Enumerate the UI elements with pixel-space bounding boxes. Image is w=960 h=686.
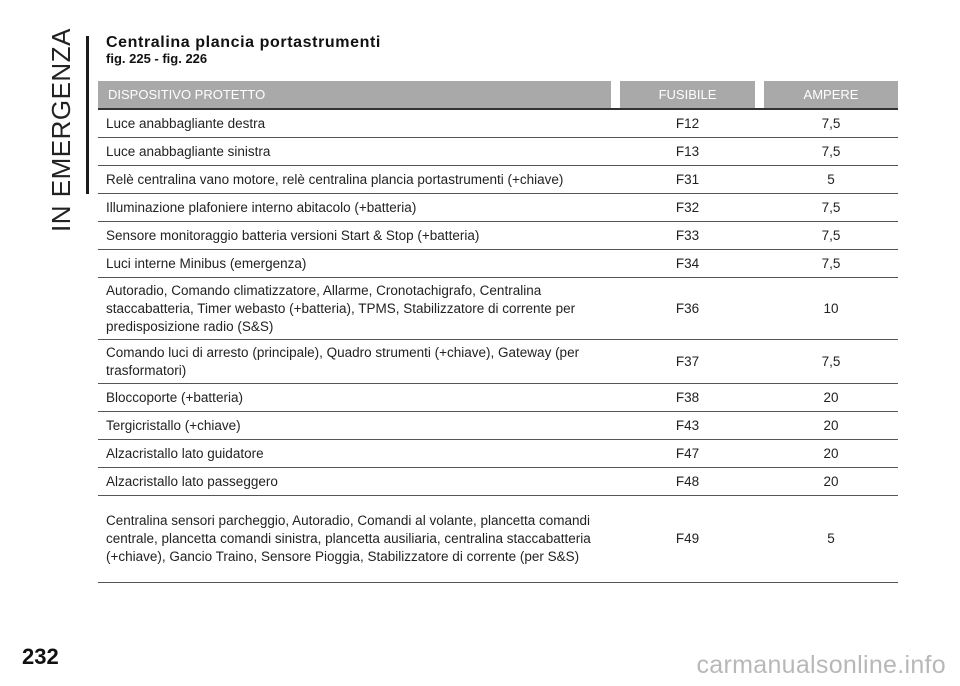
device-cell: Relè centralina vano motore, relè centralina plancia portastrumenti (+chiave) (98, 166, 611, 194)
gap-cell (755, 440, 764, 468)
amps-cell: 5 (764, 166, 898, 194)
gap-cell (611, 340, 620, 384)
amps-cell: 20 (764, 384, 898, 412)
fuse-table (98, 81, 898, 583)
fuse-cell: F34 (620, 250, 755, 278)
gap-cell (755, 166, 764, 194)
amps-cell: 7,5 (764, 109, 898, 138)
amps-cell: 20 (764, 412, 898, 440)
fuse-cell: F49 (620, 496, 755, 583)
gap-cell (755, 138, 764, 166)
device-cell: Luce anabbagliante sinistra (98, 138, 611, 166)
gap-cell (755, 194, 764, 222)
gap-cell (611, 222, 620, 250)
table-row (98, 496, 898, 583)
section-title: Centralina plancia portastrumenti (106, 34, 381, 51)
header-gap (755, 81, 764, 109)
amps-cell: 10 (764, 278, 898, 340)
amps-cell: 7,5 (764, 138, 898, 166)
device-cell: Comando luci di arresto (principale), Quadro strumenti (+chiave), Gateway (per trasformatori) (98, 340, 611, 384)
table-row (98, 166, 898, 194)
amps-cell: 20 (764, 468, 898, 496)
gap-cell (755, 278, 764, 340)
gap-cell (755, 222, 764, 250)
gap-cell (755, 468, 764, 496)
gap-cell (755, 250, 764, 278)
header-amps: AMPERE (764, 81, 898, 109)
gap-cell (611, 412, 620, 440)
gap-cell (611, 468, 620, 496)
table-header-row (98, 81, 898, 109)
table-row (98, 412, 898, 440)
table-row (98, 194, 898, 222)
amps-cell: 7,5 (764, 194, 898, 222)
gap-cell (611, 250, 620, 278)
table-row (98, 250, 898, 278)
gap-cell (755, 109, 764, 138)
section-subtitle: fig. 225 - fig. 226 (106, 51, 208, 66)
table-row (98, 468, 898, 496)
title-block (106, 34, 381, 66)
gap-cell (611, 138, 620, 166)
fuse-cell: F47 (620, 440, 755, 468)
device-cell: Illuminazione plafoniere interno abitacolo (+batteria) (98, 194, 611, 222)
fuse-cell: F43 (620, 412, 755, 440)
gap-cell (611, 440, 620, 468)
gap-cell (755, 496, 764, 583)
header-device: DISPOSITIVO PROTETTO (98, 81, 611, 109)
fuse-cell: F48 (620, 468, 755, 496)
device-cell: Alzacristallo lato guidatore (98, 440, 611, 468)
table-row (98, 138, 898, 166)
amps-cell: 20 (764, 440, 898, 468)
table-row (98, 440, 898, 468)
table-row (98, 340, 898, 384)
device-cell: Centralina sensori parcheggio, Autoradio, Comandi al volante, plancetta comandi centrale, plancetta comandi sinistra, plancetta ausiliaria, centralina staccabatteria (+chiave), Gancio Traino, Sensore Pioggia, Stabilizzatore di corrente (per S&S) (98, 496, 611, 583)
amps-cell: 7,5 (764, 340, 898, 384)
header-fuse: FUSIBILE (620, 81, 755, 109)
page-number: 232 (22, 644, 59, 669)
gap-cell (611, 109, 620, 138)
device-cell: Luci interne Minibus (emergenza) (98, 250, 611, 278)
section-side-label: IN EMERGENZA (46, 28, 76, 232)
amps-cell: 7,5 (764, 222, 898, 250)
fuse-cell: F13 (620, 138, 755, 166)
amps-cell: 5 (764, 496, 898, 583)
device-cell: Bloccoporte (+batteria) (98, 384, 611, 412)
gap-cell (611, 496, 620, 583)
fuse-cell: F33 (620, 222, 755, 250)
gap-cell (611, 384, 620, 412)
gap-cell (755, 384, 764, 412)
fuse-cell: F38 (620, 384, 755, 412)
gap-cell (611, 194, 620, 222)
watermark: carmanualsonline.info (696, 651, 946, 679)
gap-cell (611, 166, 620, 194)
device-cell: Autoradio, Comando climatizzatore, Allarme, Cronotachigrafo, Centralina staccabatteria, Timer webasto (+batteria), TPMS, Stabilizzatore di corrente per predisposizione radio (S&S) (98, 278, 611, 340)
device-cell: Luce anabbagliante destra (98, 109, 611, 138)
table-row (98, 384, 898, 412)
gap-cell (611, 278, 620, 340)
gap-cell (755, 340, 764, 384)
header-gap (611, 81, 620, 109)
amps-cell: 7,5 (764, 250, 898, 278)
table-row (98, 109, 898, 138)
table-row (98, 222, 898, 250)
fuse-cell: F37 (620, 340, 755, 384)
gap-cell (755, 412, 764, 440)
device-cell: Sensore monitoraggio batteria versioni Start & Stop (+batteria) (98, 222, 611, 250)
device-cell: Tergicristallo (+chiave) (98, 412, 611, 440)
fuse-cell: F32 (620, 194, 755, 222)
side-rule (86, 36, 89, 194)
fuse-cell: F31 (620, 166, 755, 194)
table-row (98, 278, 898, 340)
fuse-cell: F36 (620, 278, 755, 340)
device-cell: Alzacristallo lato passeggero (98, 468, 611, 496)
fuse-cell: F12 (620, 109, 755, 138)
